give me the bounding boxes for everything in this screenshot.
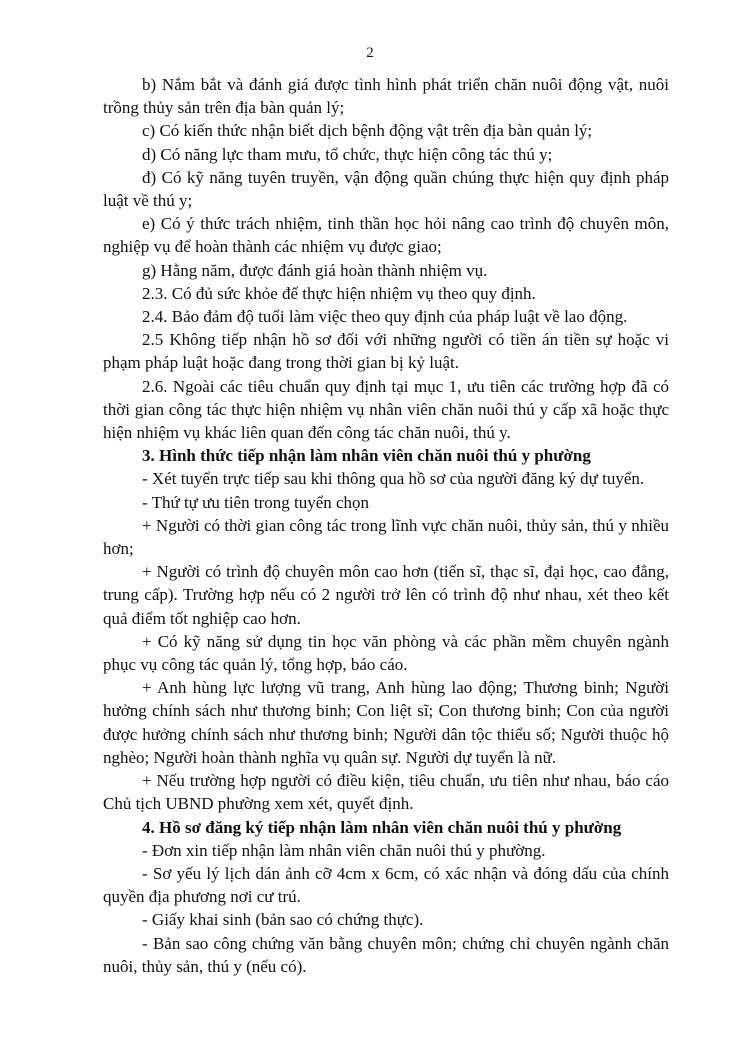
section-heading-3: 3. Hình thức tiếp nhận làm nhân viên chăn nuôi thú y phường (142, 446, 591, 466)
criterion-d: d) Có năng lực tham mưu, tổ chức, thực hiện công tác thú y; (142, 144, 553, 164)
dossier-item: - Bản sao công chứng văn bằng chuyên môn; chứng chỉ chuyên ngành chăn nuôi, thủy sản, thú y (nếu có). (103, 933, 669, 976)
page-number: 2 (366, 45, 374, 61)
criterion-e: e) Có ý thức trách nhiệm, tinh thần học hỏi nâng cao trình độ chuyên môn, nghiệp vụ để hoàn thành các nhiệm vụ được giao; (103, 214, 669, 257)
criterion-dd: đ) Có kỹ năng tuyên truyền, vận động quần chúng thực hiện quy định pháp luật về thú y; (103, 167, 669, 211)
priority-item: + Anh hùng lực lượng vũ trang, Anh hùng lao động; Thương binh; Người hưởng chính sách như thương binh; Con liệt sĩ; Con thương binh; Con của người được hưởng chính sách như thương binh; Người dân tộc thiểu số; Người thuộc hộ nghèo; Người hoàn thành nghĩa vụ quân sự. Người dự tuyển là nữ. (103, 678, 669, 767)
priority-item: + Người có thời gian công tác trong lĩnh vực chăn nuôi, thủy sản, thú y nhiều hơn; (103, 515, 669, 559)
clause-2-4: 2.4. Bảo đảm độ tuổi làm việc theo quy định của pháp luật về lao động. (142, 307, 628, 327)
section-3-item: - Thứ tự ưu tiên trong tuyển chọn (142, 492, 370, 512)
criterion-b: b) Nắm bắt và đánh giá được tình hình phát triển chăn nuôi động vật, nuôi trồng thủy sản trên địa bàn quản lý; (103, 75, 669, 118)
clause-2-6: 2.6. Ngoài các tiêu chuẩn quy định tại mục 1, ưu tiên các trường hợp đã có thời gian công tác thực hiện nhiệm vụ nhân viên chăn nuôi thú y cấp xã hoặc thực hiện nhiệm vụ khác liên quan đến công tác chăn nuôi, thú y. (103, 376, 669, 443)
priority-item: + Nếu trường hợp người có điều kiện, tiêu chuẩn, ưu tiên như nhau, báo cáo Chủ tịch UBND phường xem xét, quyết định. (103, 771, 669, 814)
dossier-item: - Sơ yếu lý lịch dán ảnh cỡ 4cm x 6cm, có xác nhận và đóng dấu của chính quyền địa phương nơi cư trú. (103, 863, 669, 907)
dossier-item: - Giấy khai sinh (bản sao có chứng thực). (142, 910, 424, 930)
priority-item: + Người có trình độ chuyên môn cao hơn (tiến sĩ, thạc sĩ, đại học, cao đẳng, trung cấp). Trường hợp nếu có 2 người trở lên có trình độ như nhau, xét theo kết quả điểm tốt nghiệp cao hơn. (103, 562, 669, 628)
clause-2-3: 2.3. Có đủ sức khỏe để thực hiện nhiệm vụ theo quy định. (142, 283, 536, 303)
clause-2-5: 2.5 Không tiếp nhận hồ sơ đối với những người có tiền án tiền sự hoặc vi phạm pháp luật hoặc đang trong thời gian bị kỷ luật. (103, 330, 669, 373)
criterion-g: g) Hằng năm, được đánh giá hoàn thành nhiệm vụ. (142, 260, 488, 280)
priority-item: + Có kỹ năng sử dụng tin học văn phòng và các phần mềm chuyên ngành phục vụ công tác quản lý, tổng hợp, báo cáo. (103, 631, 669, 675)
section-heading-4: 4. Hồ sơ đăng ký tiếp nhận làm nhân viên chăn nuôi thú y phường (142, 817, 622, 837)
dossier-item: - Đơn xin tiếp nhận làm nhân viên chăn nuôi thú y phường. (142, 840, 546, 860)
criterion-c: c) Có kiến thức nhận biết dịch bệnh động vật trên địa bàn quản lý; (142, 121, 593, 141)
document-body (103, 73, 669, 978)
section-3-item: - Xét tuyển trực tiếp sau khi thông qua hồ sơ của người đăng ký dự tuyển. (142, 469, 645, 489)
